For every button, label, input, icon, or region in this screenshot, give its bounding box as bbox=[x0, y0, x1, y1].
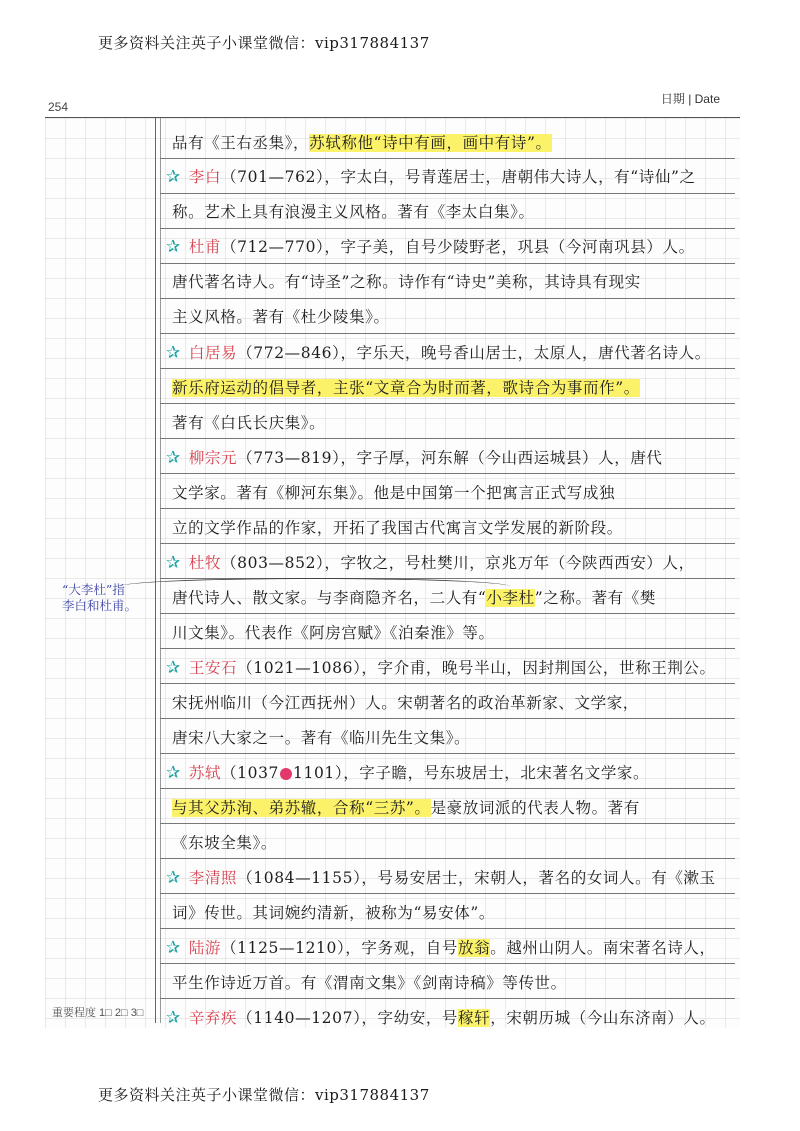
star-bullet-icon: ✰ bbox=[166, 868, 181, 888]
text-line bbox=[172, 377, 640, 399]
text-line: 宋抚州临川（今江西抚州）人。宋朝著名的政治革新家、文学家， bbox=[172, 694, 639, 712]
text-line: 词》传世。其词婉约清新，被称为“易安体”。 bbox=[172, 904, 495, 922]
watermark-bottom: 更多资料关注英子小课堂微信：vip317884137 bbox=[98, 1086, 430, 1104]
text-segment: （1037 bbox=[221, 764, 280, 782]
text-segment: （1125—1210），字务观，自号 bbox=[221, 939, 459, 957]
ruled-line bbox=[160, 473, 735, 474]
ruled-line bbox=[160, 683, 735, 684]
text-segment: （701—762），字太白，号青莲居士，唐朝伟大诗人，有“诗仙”之 bbox=[221, 168, 696, 186]
margin-line-inner bbox=[160, 118, 161, 1023]
ruled-line bbox=[160, 613, 735, 614]
poet-name: 柳宗元 bbox=[188, 449, 238, 467]
poet-name: 白居易 bbox=[188, 344, 238, 362]
importance-label: 重要程度 1□ 2□ 3□ bbox=[52, 1007, 144, 1019]
text-line: 主义风格。著有《杜少陵集》。 bbox=[172, 308, 390, 326]
ruled-line bbox=[160, 158, 735, 159]
text-segment: （712—770），字子美，自号少陵野老，巩县（今河南巩县）人。 bbox=[221, 238, 695, 256]
highlighted-text: 与其父苏洵、弟苏辙，合称“三苏”。 bbox=[172, 799, 431, 817]
date-label: 日期 | Date bbox=[660, 92, 720, 106]
text-segment: 品有《王右丞集》， bbox=[172, 134, 310, 152]
text-line: 川文集》。代表作《阿房宫赋》《泊秦淮》等。 bbox=[172, 624, 495, 642]
ruled-line bbox=[160, 438, 735, 439]
text-segment: 是豪放词派的代表人物。著有 bbox=[430, 799, 640, 817]
entry-line bbox=[166, 236, 695, 258]
ruled-line bbox=[160, 823, 735, 824]
poet-name: 杜甫 bbox=[188, 238, 222, 256]
star-bullet-icon: ✰ bbox=[166, 553, 181, 573]
text-line bbox=[172, 132, 552, 154]
text-line: 唐代著名诗人。有“诗圣”之称。诗作有“诗史”美称，其诗具有现实 bbox=[172, 273, 641, 291]
pink-marker-dot bbox=[280, 768, 292, 780]
star-bullet-icon: ✰ bbox=[166, 1008, 181, 1028]
highlighted-text: 苏轼称他“诗中有画，画中有诗”。 bbox=[309, 134, 552, 152]
text-line: 文学家。著有《柳河东集》。他是中国第一个把寓言正式写成独 bbox=[172, 484, 616, 502]
poet-name: 苏轼 bbox=[188, 764, 222, 782]
entry-line bbox=[166, 657, 716, 679]
margin-note-line: 李白和杜甫。 bbox=[62, 598, 138, 613]
margin-note-arrow bbox=[120, 578, 510, 595]
poet-name: 李清照 bbox=[188, 869, 238, 887]
text-segment: 。越州山阴人。南宋著名诗人， bbox=[490, 939, 716, 957]
text-line bbox=[172, 797, 640, 819]
highlighted-text: 放翁 bbox=[458, 939, 491, 957]
page-number: 254 bbox=[48, 100, 69, 114]
text-segment: （1140—1207），字幼安，号 bbox=[237, 1009, 459, 1027]
text-segment: 唐代诗人、散文家。与李商隐齐名，二人有“ bbox=[172, 589, 487, 607]
poet-name: 李白 bbox=[188, 168, 222, 186]
ruled-line bbox=[160, 508, 735, 509]
text-segment: （803—852），字牧之，号杜樊川，京兆万年（今陕西西安）人， bbox=[221, 554, 695, 572]
ruled-line bbox=[160, 403, 735, 404]
text-segment: （1084—1155），号易安居士，宋朝人，著名的女词人。有《漱玉 bbox=[237, 869, 716, 887]
ruled-line bbox=[160, 298, 735, 299]
poet-name: 陆游 bbox=[188, 939, 222, 957]
entry-line bbox=[166, 762, 649, 784]
text-line: 著有《白氏长庆集》。 bbox=[172, 414, 326, 432]
poet-name: 辛弃疾 bbox=[188, 1009, 238, 1027]
ruled-line bbox=[160, 368, 735, 369]
text-segment: （1021—1086），字介甫，晚号半山，因封荆国公，世称王荆公。 bbox=[237, 659, 716, 677]
ruled-line bbox=[160, 648, 735, 649]
star-bullet-icon: ✰ bbox=[166, 938, 181, 958]
entry-line bbox=[166, 1007, 716, 1029]
entry-line bbox=[166, 552, 695, 574]
star-bullet-icon: ✰ bbox=[166, 448, 181, 468]
header-rule bbox=[45, 117, 740, 118]
ruled-line bbox=[160, 893, 735, 894]
text-line: 立的文学作品的作家，开拓了我国古代寓言文学发展的新阶段。 bbox=[172, 519, 623, 537]
text-line: 唐宋八大家之一。著有《临川先生文集》。 bbox=[172, 729, 471, 747]
star-bullet-icon: ✰ bbox=[166, 237, 181, 257]
ruled-line bbox=[160, 858, 735, 859]
highlighted-text: 稼轩 bbox=[458, 1009, 491, 1027]
ruled-line bbox=[160, 998, 735, 999]
text-segment: （773—819），字子厚，河东解（今山西运城县）人，唐代 bbox=[237, 449, 663, 467]
poet-name: 王安石 bbox=[188, 659, 238, 677]
poet-name: 杜牧 bbox=[188, 554, 222, 572]
text-segment: 1101），字子瞻，号东坡居士，北宋著名文学家。 bbox=[293, 764, 650, 782]
text-line: 《东坡全集》。 bbox=[172, 834, 277, 852]
ruled-line bbox=[160, 543, 735, 544]
ruled-line bbox=[160, 788, 735, 789]
star-bullet-icon: ✰ bbox=[166, 658, 181, 678]
text-line: 平生作诗近万首。有《渭南文集》《剑南诗稿》等传世。 bbox=[172, 974, 567, 992]
entry-line bbox=[166, 447, 663, 469]
watermark-top: 更多资料关注英子小课堂微信：vip317884137 bbox=[98, 34, 430, 52]
entry-line bbox=[166, 867, 716, 889]
ruled-line bbox=[160, 263, 735, 264]
ruled-line bbox=[160, 963, 735, 964]
star-bullet-icon: ✰ bbox=[166, 343, 181, 363]
ruled-line bbox=[160, 228, 735, 229]
star-bullet-icon: ✰ bbox=[166, 167, 181, 187]
text-segment: ”之称。著有《樊 bbox=[534, 589, 656, 607]
margin-note bbox=[62, 582, 137, 614]
ruled-line bbox=[160, 193, 735, 194]
margin-note-line: “大李杜”指 bbox=[62, 582, 125, 597]
ruled-line bbox=[160, 333, 735, 334]
highlighted-text: 新乐府运动的倡导者，主张“文章合为时而著，歌诗合为事而作”。 bbox=[172, 379, 640, 397]
entry-line bbox=[166, 166, 696, 188]
text-segment: （772—846），字乐天，晚号香山居士，太原人，唐代著名诗人。 bbox=[237, 344, 711, 362]
margin-line bbox=[155, 118, 156, 1023]
entry-line bbox=[166, 342, 711, 364]
text-segment: ，宋朝历城（今山东济南）人。 bbox=[490, 1009, 716, 1027]
ruled-line bbox=[160, 718, 735, 719]
ruled-line bbox=[160, 928, 735, 929]
entry-line bbox=[166, 937, 716, 959]
ruled-line bbox=[160, 753, 735, 754]
text-line: 称。艺术上具有浪漫主义风格。著有《李太白集》。 bbox=[172, 203, 535, 221]
highlighted-text: 小李杜 bbox=[486, 589, 535, 607]
star-bullet-icon: ✰ bbox=[166, 763, 181, 783]
